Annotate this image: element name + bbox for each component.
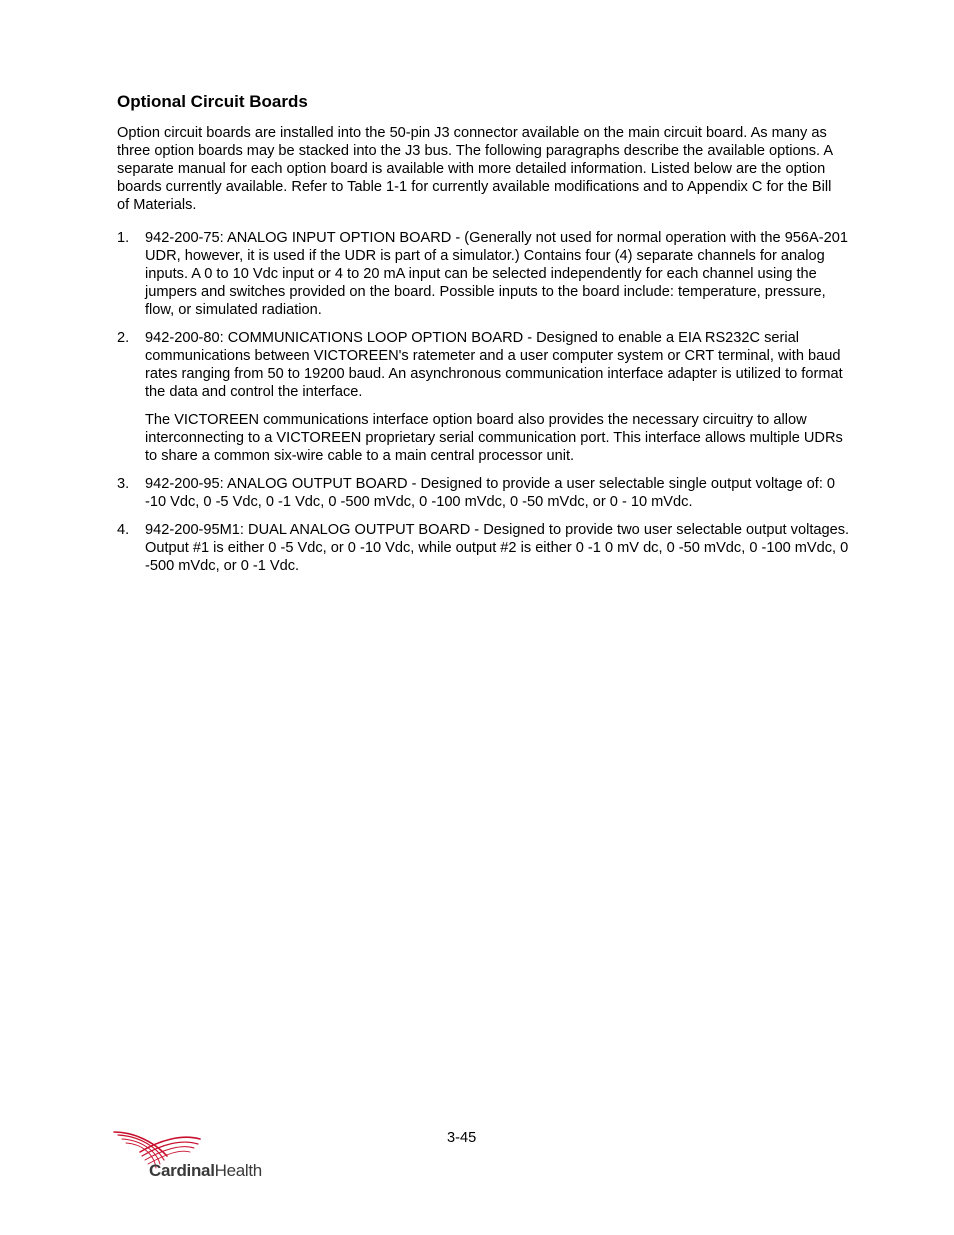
- list-item-text: 942-200-95M1: DUAL ANALOG OUTPUT BOARD - Designed to provide two user selectable output voltages. Output #1 is either 0 -5 Vdc, or 0 -10 Vdc, while output #2 is either 0 -1 0 mV dc, 0 -50 mVdc, 0 -100 mVdc, 0 -500 mVdc, or 0 -1 Vdc.: [145, 522, 850, 574]
- logo-text-bold: Cardinal: [149, 1161, 215, 1180]
- list-item: [117, 521, 857, 575]
- option-board-list: [117, 229, 857, 585]
- list-item-text: 942-200-75: ANALOG INPUT OPTION BOARD - (Generally not used for normal operation with the 956A-201 UDR, however, it is used if the UDR is part of a simulator.) Contains four (4) separate channels for analog inputs. A 0 to 10 Vdc input or 4 to 20 mA input can be selected independently for each channel using the jumpers and switches provided on the board. Possible inputs to the board include: temperature, pressure, flow, or simulated radiation.: [145, 230, 848, 318]
- list-item-extra-paragraph: The VICTOREEN communications interface option board also provides the necessary circuitry to allow interconnecting to a VICTOREEN proprietary serial communication port. This interface allows multiple UDRs to share a common six-wire cable to a main central processor unit.: [145, 412, 843, 464]
- intro-paragraph: Option circuit boards are installed into the 50-pin J3 connector available on the main circuit board. As many as three option boards may be stacked into the J3 bus. The following paragraphs describe the available options. A separate manual for each option board is available with more detailed information. Listed below are the option boards currently available. Refer to Table 1-1 for currently available modifications and to Appendix C for the Bill of Materials.: [117, 125, 833, 213]
- list-item-number: 4.: [117, 522, 130, 538]
- list-item-number: 2.: [117, 330, 130, 346]
- list-item: [117, 475, 857, 511]
- section-heading: Optional Circuit Boards: [117, 92, 308, 111]
- list-item-number: 3.: [117, 476, 130, 492]
- logo-wordmark: [149, 1161, 262, 1181]
- logo-text-regular: Health: [214, 1161, 262, 1180]
- page-number: 3-45: [447, 1130, 477, 1146]
- list-item-number: 1.: [117, 230, 130, 246]
- list-item: [117, 329, 857, 465]
- list-item-text: 942-200-95: ANALOG OUTPUT BOARD - Designed to provide a user selectable single output voltage of: 0 -10 Vdc, 0 -5 Vdc, 0 -1 Vdc, 0 -500 mVdc, 0 -100 mVdc, 0 -50 mVdc, or 0 - 10 mVdc.: [145, 476, 836, 510]
- list-item-text: 942-200-80: COMMUNICATIONS LOOP OPTION BOARD - Designed to enable a EIA RS232C serial communications between VICTOREEN's ratemeter and a user computer system or CRT terminal, with baud rates ranging from 50 to 19200 baud. An asynchronous communication interface adapter is utilized to format the data and control the interface.: [145, 330, 843, 400]
- cardinal-health-logo: [112, 1126, 272, 1184]
- list-item: [117, 229, 857, 319]
